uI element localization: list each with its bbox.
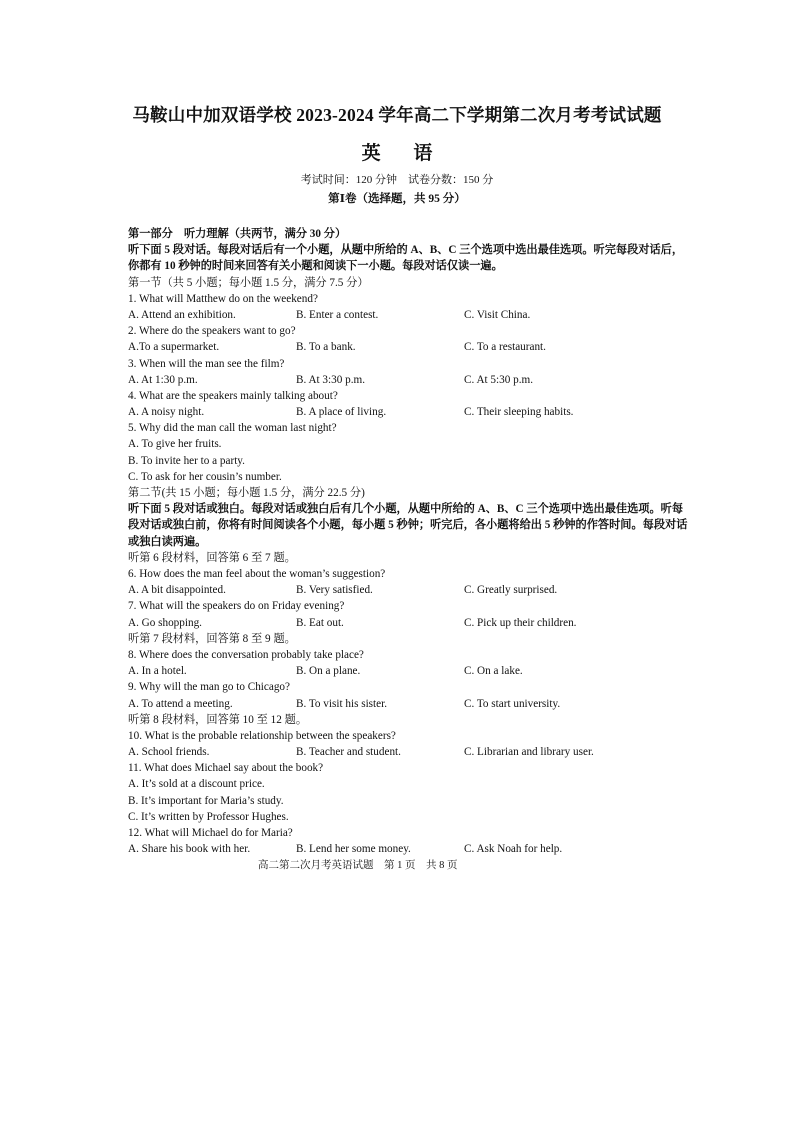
option-b: B. To invite her to a party. <box>128 454 245 467</box>
option-c: C. Greatly surprised. <box>464 584 558 597</box>
question-2: 2. Where do the speakers want to go? <box>128 325 296 338</box>
option-b: B. A place of living. <box>296 406 387 419</box>
option-b: B. To a bank. <box>296 341 356 354</box>
section2-instructions: 听下面 5 段对话或独白。每段对话或独白后有几个小题，从题中所给的 A、B、C 三个选项中选出最佳选项。听每段对话或独白前，你将有时间阅读各个小题，每小题 5 秒钟；听完后，各小题将给出 5 秒钟的作答时间。每段对话或独白读两遍。 <box>128 503 688 548</box>
question-11: 11. What does Michael say about the book? <box>128 762 324 775</box>
option-c: C. To start university. <box>464 697 561 710</box>
options-1 <box>128 307 688 323</box>
option-a: A. It’s sold at a discount price. <box>128 778 265 791</box>
options-12 <box>128 841 688 857</box>
volume-heading: 第Ⅰ卷（选择题，共 95 分） <box>328 193 466 205</box>
option-b: B. Lend her some money. <box>296 843 411 856</box>
option-b: B. At 3:30 p.m. <box>296 373 365 386</box>
material-note-6: 听第 6 段材料，回答第 6 至 7 题。 <box>128 551 296 564</box>
options-9 <box>128 696 688 712</box>
material-note-8: 听第 8 段材料，回答第 10 至 12 题。 <box>128 713 308 726</box>
question-10: 10. What is the probable relationship between the speakers? <box>128 729 396 742</box>
option-a: A. Share his book with her. <box>128 843 251 856</box>
option-a: A. To attend a meeting. <box>128 697 233 710</box>
exam-meta: 考试时间：120 分钟 试卷分数：150 分 <box>300 174 494 186</box>
option-a: A.To a supermarket. <box>128 341 220 354</box>
option-c: C. Visit China. <box>464 308 531 321</box>
question-7: 7. What will the speakers do on Friday evening? <box>128 600 345 613</box>
question-5: 5. Why did the man call the woman last night? <box>128 422 337 435</box>
question-1: 1. What will Matthew do on the weekend? <box>128 292 318 305</box>
question-4: 4. What are the speakers mainly talking about? <box>128 389 338 402</box>
option-c: C. Librarian and library user. <box>464 746 594 759</box>
part1-heading: 第一部分 听力理解（共两节，满分 30 分） <box>128 228 347 240</box>
options-3 <box>128 372 688 388</box>
exam-content <box>128 226 688 857</box>
options-2 <box>128 339 688 355</box>
option-a: A. Attend an exhibition. <box>128 308 236 321</box>
option-b: B. Eat out. <box>296 616 344 629</box>
option-b: B. To visit his sister. <box>296 697 388 710</box>
question-6: 6. How does the man feel about the woman’s suggestion? <box>128 568 386 581</box>
subject-heading: 英 语 <box>361 143 447 164</box>
options-8 <box>128 663 688 679</box>
option-c: C. It’s written by Professor Hughes. <box>128 810 289 823</box>
option-b: B. Enter a contest. <box>296 308 379 321</box>
option-a: A. A noisy night. <box>128 406 205 419</box>
option-c: C. At 5:30 p.m. <box>464 373 533 386</box>
option-c: C. Pick up their children. <box>464 616 577 629</box>
option-b: B. It’s important for Maria’s study. <box>128 794 284 807</box>
part1-instructions: 听下面 5 段对话。每段对话后有一个小题，从题中所给的 A、B、C 三个选项中选出最佳选项。听完每段对话后，你都有 10 秒钟的时间来回答有关小题和阅读下一小题。每段对话仅读一遍。 <box>128 244 684 273</box>
option-b: B. Teacher and student. <box>296 746 401 759</box>
option-b: B. On a plane. <box>296 665 361 678</box>
option-c: C. To ask for her cousin’s number. <box>128 470 282 483</box>
option-a: A. School friends. <box>128 746 210 759</box>
material-note-7: 听第 7 段材料，回答第 8 至 9 题。 <box>128 632 296 645</box>
question-3: 3. When will the man see the film? <box>128 357 285 370</box>
question-8: 8. Where does the conversation probably take place? <box>128 648 364 661</box>
question-12: 12. What will Michael do for Maria? <box>128 827 293 840</box>
option-c: C. To a restaurant. <box>464 341 546 354</box>
options-7 <box>128 615 688 631</box>
option-c: C. On a lake. <box>464 665 523 678</box>
options-6 <box>128 582 688 598</box>
options-4 <box>128 404 688 420</box>
options-10 <box>128 744 688 760</box>
question-9: 9. Why will the man go to Chicago? <box>128 681 290 694</box>
page-footer: 高二第二次月考英语试题 第 1 页 共 8 页 <box>258 860 458 871</box>
option-b: B. Very satisfied. <box>296 584 373 597</box>
option-a: A. In a hotel. <box>128 665 187 678</box>
option-a: A. A bit disappointed. <box>128 584 226 597</box>
section2-heading: 第二节(共 15 小题；每小题 1.5 分，满分 22.5 分) <box>128 487 365 500</box>
section1-heading: 第一节（共 5 小题；每小题 1.5 分，满分 7.5 分） <box>128 276 369 289</box>
option-a: A. Go shopping. <box>128 616 202 629</box>
option-c: C. Their sleeping habits. <box>464 406 574 419</box>
option-a: A. To give her fruits. <box>128 438 222 451</box>
option-a: A. At 1:30 p.m. <box>128 373 198 386</box>
option-c: C. Ask Noah for help. <box>464 843 563 856</box>
exam-title: 马鞍山中加双语学校 2023-2024 学年高二下学期第二次月考考试试题 <box>132 105 662 125</box>
